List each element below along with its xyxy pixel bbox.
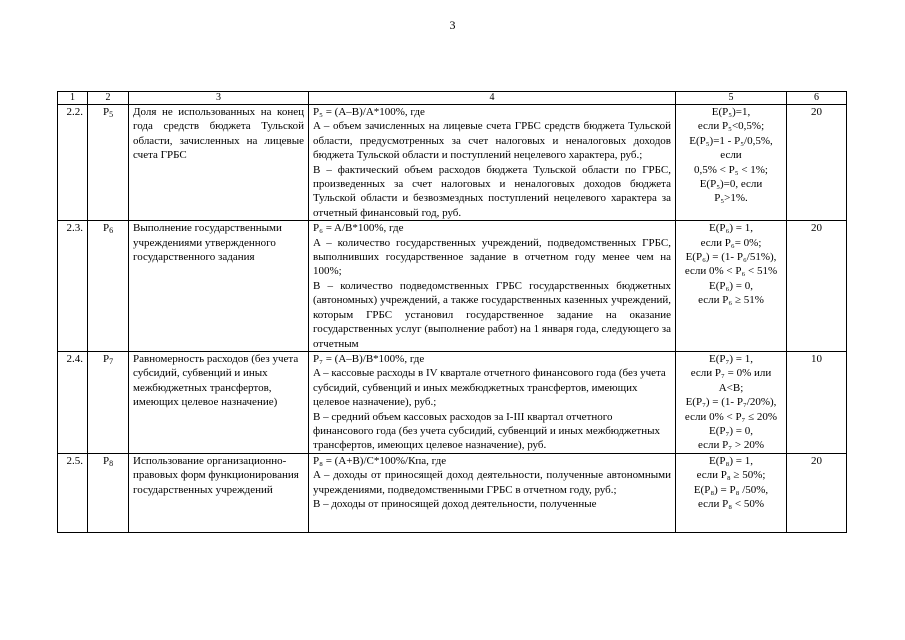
indicator-evaluation (676, 351, 787, 453)
eval-line: E(P₅)=1 - P₅/0,5%, (689, 134, 773, 147)
indicator-code: $P_6$ (88, 221, 129, 352)
indicator-evaluation (676, 221, 787, 352)
header-cell: 1 (58, 92, 88, 105)
formula-line: B – доходы от приносящей доход деятельности, полученные (313, 497, 597, 510)
page-number: 3 (449, 18, 456, 32)
indicator-code: $P_8$ (88, 453, 129, 532)
indicator-code: $P_5$ (88, 105, 129, 221)
indicator-formula (309, 351, 676, 453)
indicator-formula (309, 453, 676, 532)
header-row (58, 92, 847, 105)
eval-line: если P₅<0,5%; (697, 120, 765, 133)
eval-line: если P₇ = 0% или (690, 367, 772, 380)
indicator-formula (309, 221, 676, 352)
indicator-name: Доля не использованных на конец года средств бюджета Тульской области, зачисленных на лицевые счета ГРБС (129, 105, 309, 221)
row-number: 2.5. (58, 453, 88, 532)
table-row (58, 221, 847, 352)
indicator-weight: 20 (787, 453, 847, 532)
indicator-weight: 20 (787, 221, 847, 352)
eval-line: если (720, 149, 742, 162)
formula-line: B – средний объем кассовых расходов за I-III квартал отчетного финансового года (без учета субсидий, субвенций и иных межбюджетных трансфертов, имеющих целевое назначение), руб. (313, 410, 660, 452)
eval-line: если 0% < P₇ ≤ 20% (684, 410, 778, 423)
eval-line: E(P₇) = 0, (709, 424, 753, 437)
formula-line: A – доходы от приносящей доход деятельности, полученные автономными учреждениями, подведомственными ГРБС в отчетном году, руб.; (313, 469, 671, 496)
indicator-name: Использование организационно-правовых форм функционирования государственных учреждений (129, 453, 309, 532)
header-cell: 4 (309, 92, 676, 105)
indicator-name: Выполнение государственными учреждениями утвержденного государственного задания (129, 221, 309, 352)
formula-line: B – количество подведомственных ГРБС государственных бюджетных (автономных) учреждений, а также государственных казенных учреждений, которым ГРБС установил государственное задание на оказание государственных услуг (выполнение работ) на 1 января года, следующего за отчетным (313, 279, 671, 350)
table-row (58, 453, 847, 532)
eval-line: E(P₆) = (1- P₆/51%), (685, 251, 777, 264)
criteria-table (57, 91, 847, 533)
eval-line: если P₆ ≥ 51% (698, 294, 764, 307)
eval-line: A<B; (718, 381, 744, 394)
formula-line: P₆ = A/B*100%, где (313, 222, 404, 235)
row-number: 2.3. (58, 221, 88, 352)
formula-line: A – кассовые расходы в IV квартале отчетного финансового года (без учета субсидий, субвенций и иных межбюджетных трансфертов, имеющих целевое назначение), руб.; (313, 367, 666, 409)
indicator-name: Равномерность расходов (без учета субсидий, субвенций и иных межбюджетных трансфертов, имеющих целевое назначение) (129, 351, 309, 453)
eval-line: E(P₈) = 1, (709, 454, 753, 467)
indicator-formula (309, 105, 676, 221)
eval-line: если 0% < P₆ < 51% (684, 265, 778, 278)
indicator-weight: 10 (787, 351, 847, 453)
formula-line: A – объем зачисленных на лицевые счета ГРБС средств бюджета Тульской области, предусмотренных за счет налоговых и неналоговых доходов бюджета Тульской области и поступлений нецелевого характера, руб.; (313, 120, 671, 162)
header-cell: 5 (676, 92, 787, 105)
formula-line: B – фактический объем расходов бюджета Тульской области по ГРБС, произведенных за счет налоговых и неналоговых доходов бюджета Тульской области и безвозмездных поступлений нецелевого характера за отчетный финансовый год, руб. (313, 163, 671, 219)
eval-line: E(P₇) = 1, (709, 352, 753, 365)
eval-line: 0,5% < P₅ < 1%; (694, 163, 768, 176)
eval-line: E(P₅)=1, (711, 106, 751, 118)
indicator-evaluation (676, 105, 787, 221)
header-cell: 3 (129, 92, 309, 105)
formula-line: P₈ = (A+B)/C*100%/Кпа, где (313, 454, 447, 467)
eval-line: если P₇ > 20% (698, 439, 764, 452)
indicator-evaluation (676, 453, 787, 532)
formula-line: A – количество государственных учреждений, подведомственных ГРБС, выполнивших государственное задание в отчетном году менее чем на 100%; (313, 236, 671, 278)
formula-line: P₇ = (A–B)/B*100%, где (313, 352, 425, 365)
eval-line: E(P₆) = 0, (709, 279, 753, 292)
header-cell: 2 (88, 92, 129, 105)
row-number: 2.4. (58, 351, 88, 453)
header-cell: 6 (787, 92, 847, 105)
eval-line: если P₈ ≥ 50%; (696, 469, 766, 482)
eval-line: если P₈ < 50% (698, 497, 764, 510)
eval-line: E(P₆) = 1, (709, 222, 753, 235)
table-row (58, 105, 847, 221)
eval-line: если P₆= 0%; (700, 236, 762, 249)
indicator-code: $P_7$ (88, 351, 129, 453)
eval-line: E(P₅)=0, если (699, 178, 763, 191)
table-row (58, 351, 847, 453)
indicator-weight: 20 (787, 105, 847, 221)
row-number: 2.2. (58, 105, 88, 221)
eval-line: E(P₈) = P₈ /50%, (693, 483, 769, 496)
formula-line: P₅ = (A–B)/A*100%, где (313, 106, 425, 118)
eval-line: E(P₇) = (1- P₇/20%), (685, 396, 777, 409)
eval-line: P₅>1%. (714, 192, 748, 205)
